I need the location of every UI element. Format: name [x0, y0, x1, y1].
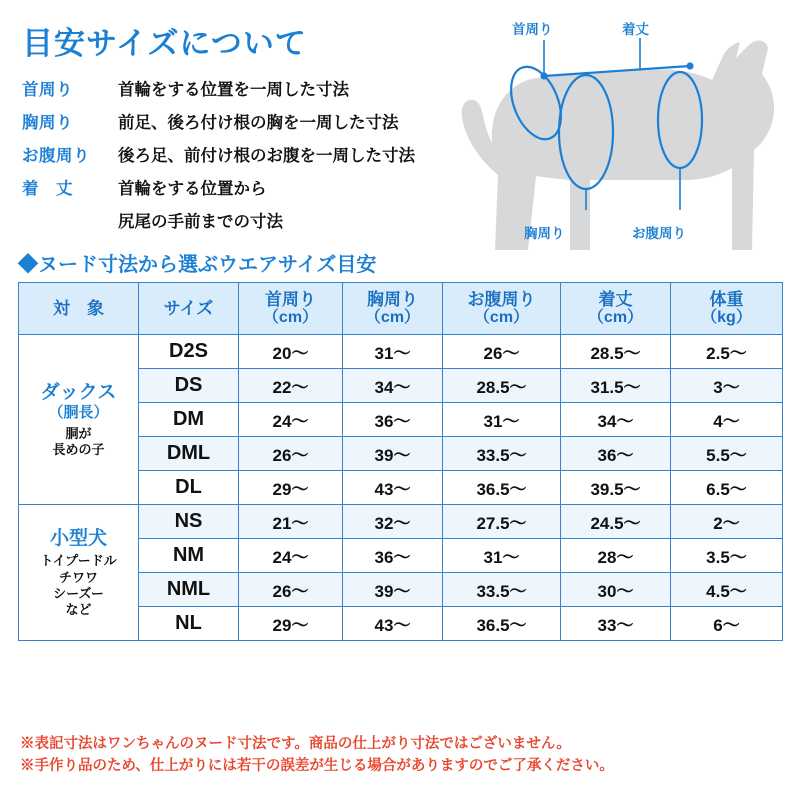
cell-neck: 24〜 [239, 403, 343, 437]
cell-weight: 6〜 [671, 607, 783, 641]
cell-neck: 29〜 [239, 607, 343, 641]
note-line: ※表記寸法はワンちゃんのヌード寸法です。商品の仕上がり寸法ではございません。 [20, 736, 571, 752]
definition-desc: 前足、後ろ付け根の胸を一周した寸法 [118, 114, 399, 132]
cell-weight: 2.5〜 [671, 335, 783, 369]
definition-desc: 首輪をする位置から [118, 180, 267, 198]
cell-chest: 36〜 [343, 403, 443, 437]
neck-label: 首周り [512, 22, 553, 37]
definition-row [22, 142, 492, 166]
th-size: サイズ [139, 283, 239, 335]
definition-term: 着 丈 [22, 180, 73, 198]
cell-neck: 22〜 [239, 369, 343, 403]
cell-chest: 31〜 [343, 335, 443, 369]
cell-length: 24.5〜 [561, 505, 671, 539]
size-table-wrap [18, 282, 782, 641]
cell-chest: 43〜 [343, 471, 443, 505]
cell-belly: 31〜 [443, 403, 561, 437]
cell-size: NML [139, 573, 239, 607]
cell-weight: 4〜 [671, 403, 783, 437]
table-row [19, 505, 783, 539]
cell-length: 33〜 [561, 607, 671, 641]
cell-length: 30〜 [561, 573, 671, 607]
cell-length: 28.5〜 [561, 335, 671, 369]
cell-neck: 26〜 [239, 437, 343, 471]
cell-neck: 20〜 [239, 335, 343, 369]
cell-neck: 26〜 [239, 573, 343, 607]
th-neck: 首周り （cm） [239, 283, 343, 335]
category-dachshund: ダックス （胴長） 胴が 長めの子 [19, 335, 139, 505]
dog-silhouette [492, 41, 774, 250]
table-row [19, 335, 783, 369]
th-belly: お腹周り （cm） [443, 283, 561, 335]
th-weight: 体重 （kg） [671, 283, 783, 335]
cell-size: NM [139, 539, 239, 573]
cell-size: NS [139, 505, 239, 539]
cell-chest: 32〜 [343, 505, 443, 539]
cell-neck: 29〜 [239, 471, 343, 505]
cell-chest: 39〜 [343, 437, 443, 471]
th-target: 対 象 [19, 283, 139, 335]
measurement-definitions [22, 76, 492, 232]
cell-length: 31.5〜 [561, 369, 671, 403]
category-note: 胴が 長めの子 [52, 426, 105, 458]
definition-desc: 首輪をする位置を一周した寸法 [118, 81, 349, 99]
definition-term: お腹周り [22, 147, 90, 165]
cell-belly: 27.5〜 [443, 505, 561, 539]
cell-chest: 43〜 [343, 607, 443, 641]
cell-belly: 36.5〜 [443, 471, 561, 505]
cell-length: 39.5〜 [561, 471, 671, 505]
cell-length: 28〜 [561, 539, 671, 573]
length-label: 着丈 [622, 22, 649, 37]
size-table [18, 282, 783, 641]
cell-weight: 2〜 [671, 505, 783, 539]
th-length: 着丈 （cm） [561, 283, 671, 335]
cell-length: 36〜 [561, 437, 671, 471]
length-end-dot [686, 62, 693, 69]
chest-label: 胸周り [524, 226, 565, 241]
definition-term: 首周り [22, 81, 73, 99]
note-line: ※手作り品のため、仕上がりには若干の誤差が生じる場合がありますのでご了承ください。 [20, 758, 614, 775]
cell-weight: 3.5〜 [671, 539, 783, 573]
cell-belly: 31〜 [443, 539, 561, 573]
notes [20, 733, 790, 778]
table-header-row [19, 283, 783, 335]
cell-weight: 4.5〜 [671, 573, 783, 607]
definition-desc-cont: 尻尾の手前までの寸法 [118, 213, 283, 231]
cell-size: DML [139, 437, 239, 471]
section-heading: ◆ヌード寸法から選ぶウエアサイズ目安 [18, 254, 377, 276]
cell-size: D2S [139, 335, 239, 369]
belly-label: お腹周り [632, 226, 686, 241]
definition-term: 胸周り [22, 114, 73, 132]
th-chest: 胸周り （cm） [343, 283, 443, 335]
dog-illustration [440, 0, 800, 258]
cell-size: DL [139, 471, 239, 505]
cell-size: DS [139, 369, 239, 403]
cell-size: NL [139, 607, 239, 641]
cell-size: DM [139, 403, 239, 437]
definition-row [22, 175, 492, 199]
category-small-dog: 小型犬 トイプードル チワワ シーズー など [19, 505, 139, 641]
cell-weight: 5.5〜 [671, 437, 783, 471]
cell-belly: 26〜 [443, 335, 561, 369]
dog-diagram [440, 0, 800, 258]
cell-belly: 28.5〜 [443, 369, 561, 403]
category-note: トイプードル チワワ シーズー など [40, 553, 117, 618]
cell-belly: 36.5〜 [443, 607, 561, 641]
cell-weight: 3〜 [671, 369, 783, 403]
cell-length: 34〜 [561, 403, 671, 437]
cell-belly: 33.5〜 [443, 437, 561, 471]
cell-weight: 6.5〜 [671, 471, 783, 505]
definition-row [22, 109, 492, 133]
cell-chest: 36〜 [343, 539, 443, 573]
definition-row [22, 76, 492, 100]
cell-chest: 39〜 [343, 573, 443, 607]
cell-neck: 24〜 [239, 539, 343, 573]
definition-desc: 後ろ足、前付け根のお腹を一周した寸法 [118, 147, 415, 165]
cell-neck: 21〜 [239, 505, 343, 539]
cell-chest: 34〜 [343, 369, 443, 403]
page-title: 目安サイズについて [22, 26, 307, 61]
cell-belly: 33.5〜 [443, 573, 561, 607]
